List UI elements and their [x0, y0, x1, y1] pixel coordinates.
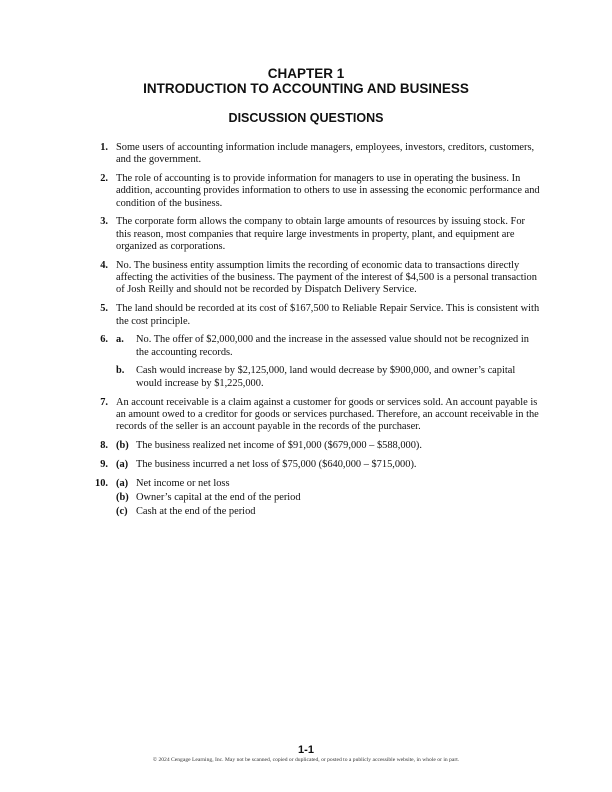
- sub-answer-label: (c): [116, 506, 128, 518]
- chapter-title: INTRODUCTION TO ACCOUNTING AND BUSINESS: [143, 81, 469, 96]
- sub-answer-label: b.: [116, 365, 125, 377]
- sub-answer-a: [116, 478, 540, 490]
- chapter-number: CHAPTER 1: [267, 66, 345, 81]
- question-number: 2.: [100, 173, 108, 185]
- question-text: An account receivable is a claim against a customer for goods or services sold. An account payable is an amount owed to a creditor for goods or services purchased. Therefore, an account receivable in the records of the seller is an account payable in the records of the purchaser.: [116, 396, 539, 433]
- question-5: [84, 303, 540, 328]
- question-3: [84, 216, 540, 253]
- question-8: [84, 440, 540, 452]
- sub-answer-text: The business realized net income of $91,000 ($679,000 – $588,000).: [136, 439, 422, 451]
- sub-answer-b: [116, 492, 540, 504]
- sub-answer-label: (b): [116, 491, 129, 503]
- sub-answer-a: [116, 334, 540, 359]
- question-number: 5.: [100, 303, 108, 315]
- sub-answer-text: The business incurred a net loss of $75,000 ($640,000 – $715,000).: [136, 458, 417, 470]
- question-9: [84, 459, 540, 471]
- question-6: [84, 334, 540, 390]
- question-number: 8.: [100, 439, 108, 451]
- question-number: 10.: [95, 477, 108, 489]
- sub-answer-label: a.: [116, 334, 124, 346]
- sub-answer-label: (a): [116, 477, 129, 489]
- discussion-questions-list: [84, 142, 540, 525]
- question-number: 4.: [100, 259, 108, 271]
- section-title: DISCUSSION QUESTIONS: [228, 111, 384, 125]
- question-7: [84, 397, 540, 434]
- sub-answer-label: (a): [116, 458, 129, 470]
- sub-answer-text: Net income or net loss: [136, 477, 230, 489]
- sub-answer-b: [116, 365, 540, 390]
- question-number: 1.: [100, 142, 108, 153]
- question-number: 9.: [100, 458, 108, 470]
- question-text: The land should be recorded at its cost of $167,500 to Reliable Repair Service. This is consistent with the cost principle.: [116, 303, 540, 327]
- sub-answer-b: [116, 440, 540, 452]
- question-text: Some users of accounting information include managers, employees, investors, creditors, customers, and the government.: [116, 142, 535, 166]
- question-text: The role of accounting is to provide information for managers to use in operating the business. In addition, accounting provides information to others to use in assessing the economic performance and condition of the business.: [116, 173, 540, 209]
- question-number: 7.: [100, 396, 108, 408]
- question-text: The corporate form allows the company to obtain large amounts of resources by issuing stock. For this reason, most companies that require large investments in property, plant, and equipment are organized as corporations.: [116, 216, 525, 253]
- copyright-notice: © 2024 Cengage Learning, Inc. May not be scanned, copied or duplicated, or posted to a publicly accessible website, in whole or in part.: [152, 757, 460, 763]
- sub-answer-a: [116, 459, 540, 471]
- question-2: [84, 173, 540, 210]
- question-1: [84, 142, 540, 167]
- sub-answer-text: No. The offer of $2,000,000 and the increase in the assessed value should not be recognized in the accounting records.: [136, 334, 529, 358]
- sub-answer-text: Cash at the end of the period: [136, 506, 256, 518]
- sub-answer-text: Cash would increase by $2,125,000, land would decrease by $900,000, and owner’s capital would increase by $1,225,000.: [136, 365, 516, 389]
- sub-answer-text: Owner’s capital at the end of the period: [136, 491, 301, 503]
- sub-answer-c: [116, 506, 540, 518]
- question-10: [84, 478, 540, 519]
- question-4: [84, 260, 540, 297]
- question-number: 3.: [100, 216, 108, 228]
- sub-answer-label: (b): [116, 439, 129, 451]
- page-number: 1-1: [298, 744, 314, 756]
- question-number: 6.: [100, 334, 108, 346]
- question-text: No. The business entity assumption limits the recording of economic data to transactions directly affecting the activities of the business. The payment of the interest of $4,500 is a personal transaction of Josh Reilly and should not be recorded by Dispatch Delivery Service.: [116, 259, 537, 296]
